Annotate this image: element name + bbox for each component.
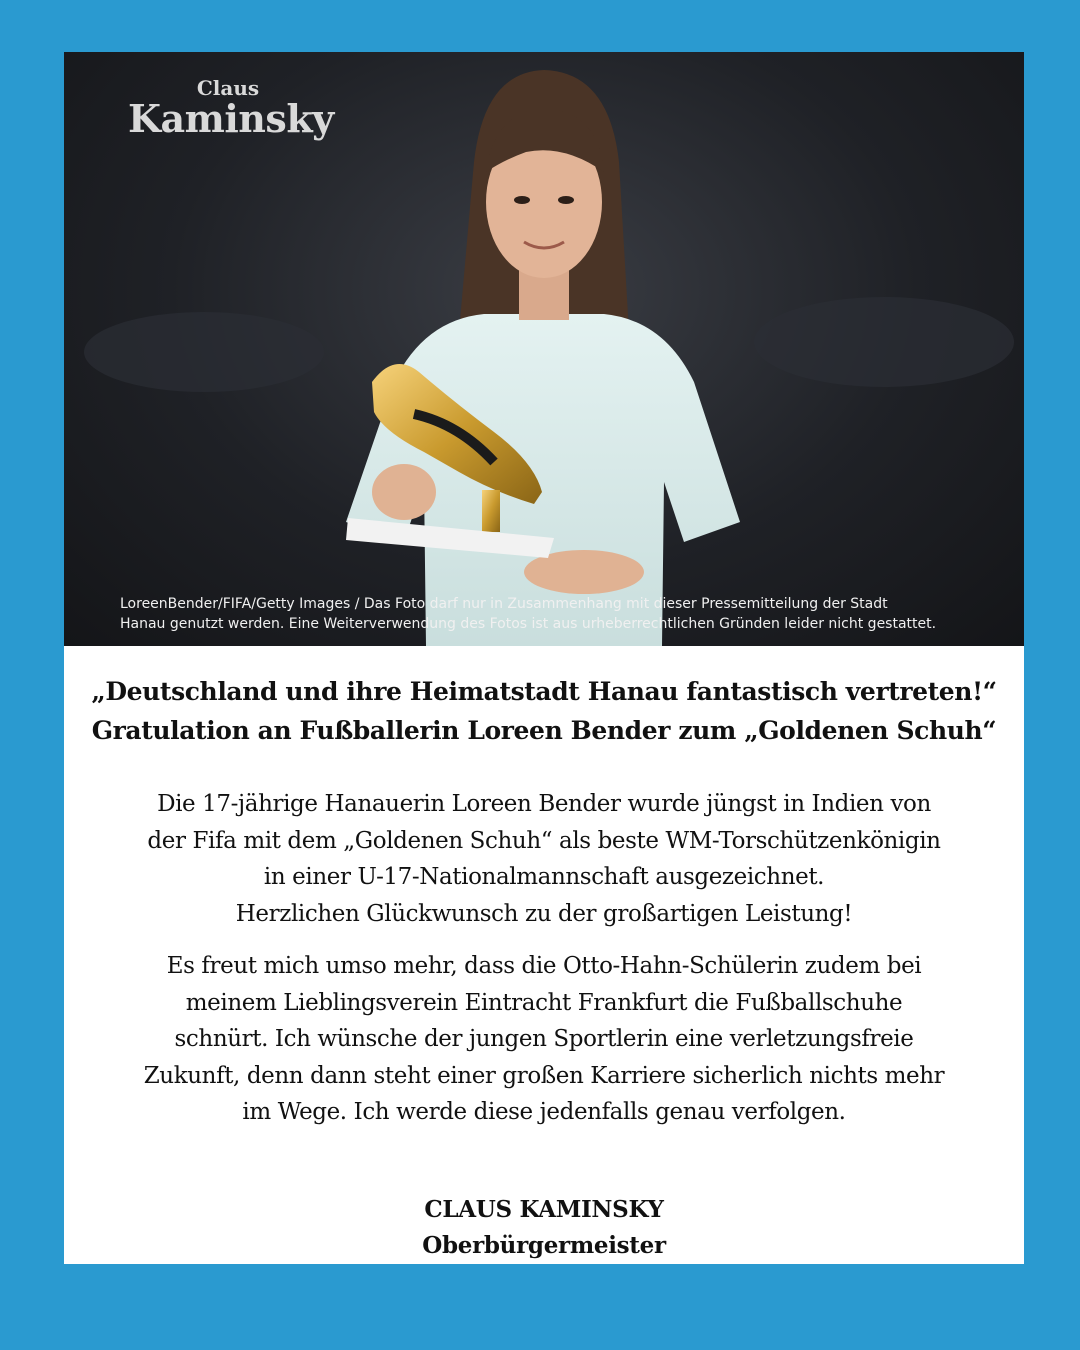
signature-name: CLAUS KAMINSKY: [424, 1196, 664, 1223]
caption-line-2: Hanau genutzt werden. Eine Weiterverwendung des Fotos ist aus urheberrechtlichen Gründen leider nicht gestattet.: [120, 616, 937, 632]
paragraph-1-line-4: Herzlichen Glückwunsch zu der großartigen Leistung!: [235, 900, 853, 927]
hero-photo: [64, 52, 1024, 646]
caption-line-1: LoreenBender/FIFA/Getty Images / Das Foto darf nur in Zusammenhang mit dieser Pressemitteilung der Stadt: [120, 596, 888, 612]
paragraph-2-line-5: im Wege. Ich werde diese jedenfalls genau verfolgen.: [242, 1099, 846, 1125]
logo-line-2: Kaminsky: [128, 96, 334, 141]
paragraph-1-line-1: Die 17-jährige Hanauerin Loreen Bender wurde jüngst in Indien von: [157, 791, 931, 817]
claus-kaminsky-logo: [128, 76, 334, 141]
signature: [64, 1192, 1024, 1264]
paragraph-2-line-4: Zukunft, denn dann steht einer großen Karriere sicherlich nichts mehr: [143, 1062, 945, 1089]
headline-line-1: „Deutschland und ihre Heimatstadt Hanau fantastisch vertreten!“: [91, 677, 997, 706]
logo-line-1: Claus: [196, 76, 260, 100]
paragraph-2: [64, 948, 1024, 1131]
headline-line-2: Gratulation an Fußballerin Loreen Bender zum „Goldenen Schuh“: [91, 716, 997, 745]
photo-caption: [120, 594, 980, 634]
paragraph-1: [64, 786, 1024, 932]
paragraph-2-line-3: schnürt. Ich wünsche der jungen Sportlerin eine verletzungsfreie: [174, 1026, 914, 1052]
paragraph-1-line-3: in einer U-17-Nationalmannschaft ausgezeichnet.: [263, 864, 825, 890]
press-card: [64, 52, 1024, 1264]
headline: [64, 672, 1024, 750]
paragraph-1-line-2: der Fifa mit dem „Goldenen Schuh“ als beste WM-Torschützenkönigin: [147, 827, 941, 854]
photo-illustration: [64, 52, 1024, 646]
paragraph-2-line-2: meinem Lieblingsverein Eintracht Frankfurt die Fußballschuhe: [185, 989, 903, 1016]
paragraph-2-line-1: Es freut mich umso mehr, dass die Otto-Hahn-Schülerin zudem bei: [166, 953, 922, 979]
signature-title: Oberbürgermeister: [422, 1232, 666, 1259]
